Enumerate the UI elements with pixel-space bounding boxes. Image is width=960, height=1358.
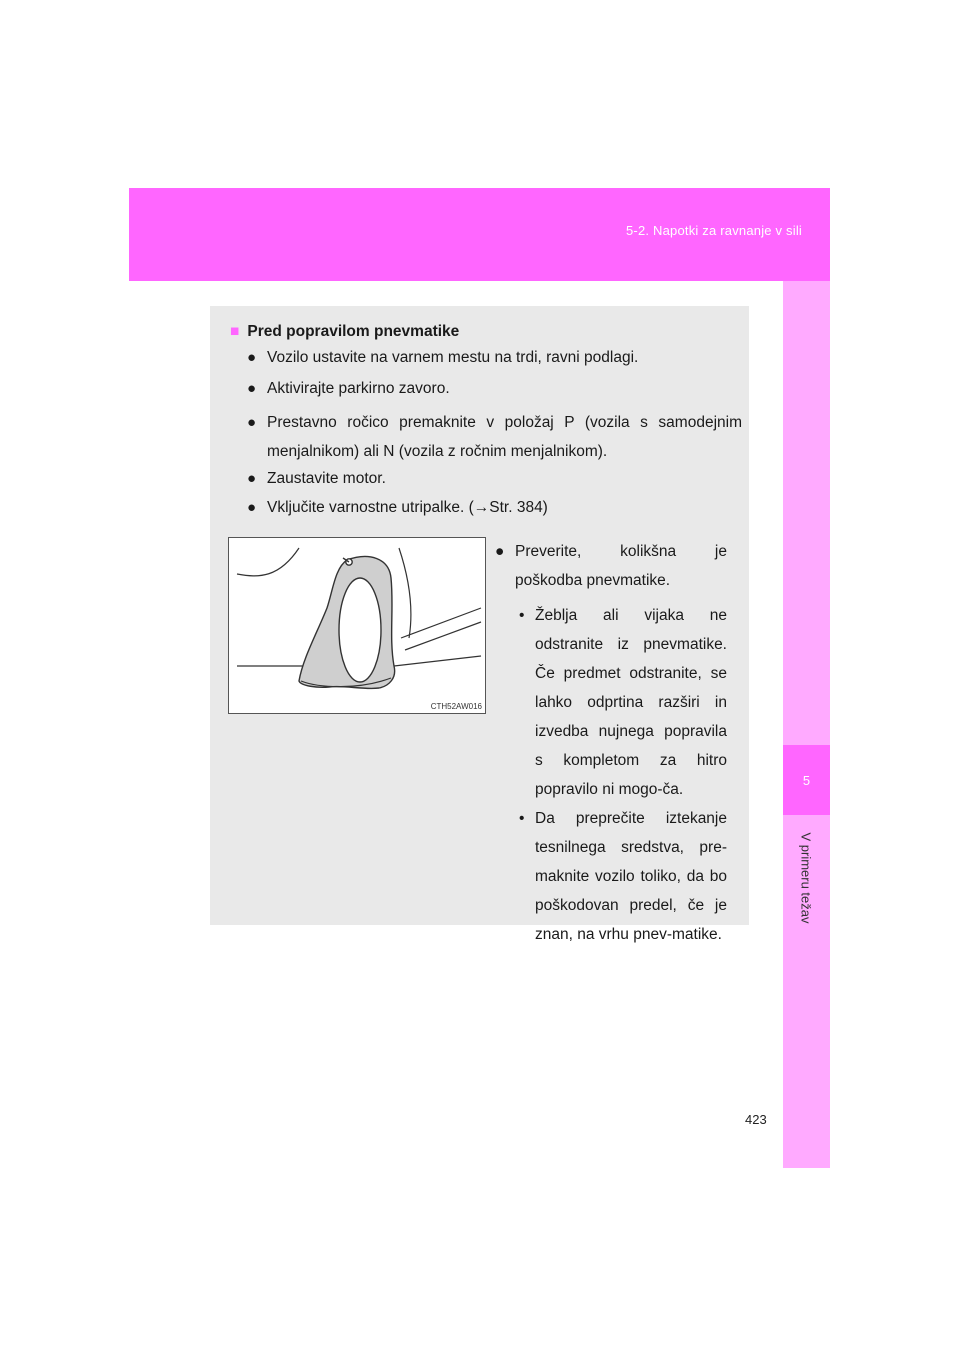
square-marker-icon: ■ — [230, 323, 240, 340]
sub-list-item-text: Da preprečite iztekanje tesnilnega sredstva, pre-maknite vozilo toliko, da bo poškodovan predel, če je znan, na vrhu pnev-matike. — [535, 810, 727, 943]
header-title: 5-2. Napotki za ravnanje v sili — [626, 223, 802, 238]
check-block — [495, 537, 727, 949]
section-heading — [230, 323, 459, 341]
list-item — [247, 374, 742, 403]
list-item-text: Vključite varnostne utripalke. (→Str. 384) — [267, 499, 548, 516]
bullet-icon: ● — [247, 470, 257, 487]
tire-illustration — [228, 537, 486, 714]
chapter-tab — [783, 745, 830, 815]
bullet-icon: ● — [247, 380, 257, 397]
figure-code: CTH52AW016 — [430, 702, 482, 711]
bullet-icon: ● — [247, 414, 257, 431]
page-number: 423 — [745, 1112, 767, 1127]
chapter-number: 5 — [802, 773, 811, 788]
tire-drawing — [229, 538, 485, 713]
header-band — [129, 188, 830, 281]
list-item-text: Vozilo ustavite na varnem mestu na trdi, ravni podlagi. — [267, 349, 639, 366]
list-item-text: Aktivirajte parkirno zavoro. — [267, 380, 450, 397]
sub-list-item — [495, 601, 727, 804]
list-item — [495, 537, 727, 595]
list-item — [247, 493, 742, 522]
sub-list-item — [495, 804, 727, 949]
sub-list-item-text: Žeblja ali vijaka ne odstranite iz pnevmatike. Če predmet odstranite, se lahko odprtina razširi in izvedba nujnega popravila s kompletom za hitro popravilo ni mogo-ča. — [535, 607, 727, 798]
chapter-label: V primeru težav — [798, 832, 814, 924]
list-item — [247, 343, 742, 372]
sub-bullet-icon: • — [519, 810, 525, 827]
section-title: Pred popravilom pnevmatike — [247, 323, 460, 340]
list-item — [247, 464, 742, 493]
bullet-icon: ● — [495, 543, 505, 560]
bullet-icon: ● — [247, 349, 257, 366]
list-item-text: Zaustavite motor. — [267, 470, 386, 487]
list-item-text: Preverite, kolikšna je poškodba pnevmatike. — [515, 543, 727, 589]
content-box — [210, 306, 749, 943]
sub-bullet-icon: • — [519, 607, 525, 624]
chapter-side-strip — [783, 281, 830, 1168]
bullet-icon: ● — [247, 499, 257, 516]
list-item-text: Prestavno ročico premaknite v položaj P (vozila s samodejnim menjalnikom) ali N (vozila z ročnim menjalnikom). — [267, 414, 742, 460]
list-item — [247, 408, 742, 466]
